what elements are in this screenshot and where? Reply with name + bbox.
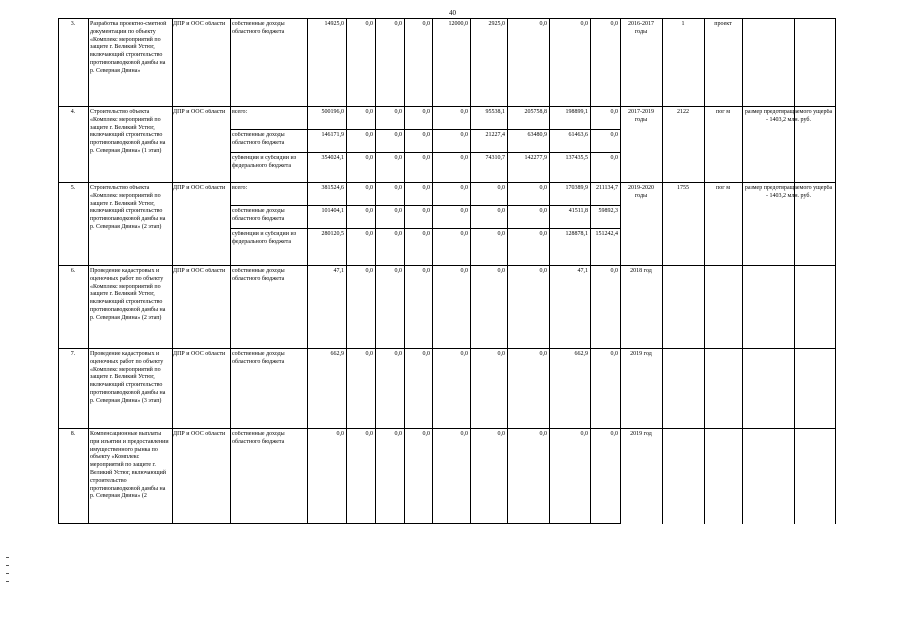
amount-cell: 0,0 [422,231,430,237]
funding-source: собственные доходы областного бюджета [232,431,285,445]
amount-cell: 21227,4 [485,132,505,138]
amount-cell: 0,0 [460,231,468,237]
amount-cell: 0,0 [539,351,547,357]
amount-cell: 0,0 [365,109,373,115]
amount-cell: 0,0 [497,268,505,274]
amount-cell: 0,0 [422,185,430,191]
unit [706,268,740,278]
amount-cell: 0,0 [422,431,430,437]
unit: пог м [716,109,730,115]
executor: ДПР и ООС области [173,21,226,27]
amount-cell: 0,0 [610,21,618,27]
measure-name: Строительство объекта «Комплекс мероприятий по защите г. Великий Устюг, включающий строительство противопаводковой дамбы на р. Северная Двина» (1 этап) [90,109,166,154]
amount-cell: 0,0 [394,231,402,237]
amount-cell: 0,0 [422,208,430,214]
unit: пог м [716,185,730,191]
amount-cell: 0,0 [422,132,430,138]
amount-cell: 0,0 [460,109,468,115]
amount-cell: 0,0 [365,351,373,357]
amount-cell: 354024,1 [321,155,344,161]
amount-cell: 0,0 [539,231,547,237]
amount-cell: 0,0 [422,21,430,27]
amount-cell: 74310,7 [485,155,505,161]
table-bottom-line [58,523,621,524]
quantity [664,351,702,361]
amount-cell: 0,0 [336,431,344,437]
measure-name: Разработка проектно-сметной документации по объекту «Комплекс мероприятий по защите г. Великий Устюг, включающий строительство противопаводковой дамбы на р. Северная Двина» [90,21,167,74]
amount-cell: 0,0 [580,431,588,437]
amount-cell: 95538,1 [485,109,505,115]
funding-source: собственные доходы областного бюджета [232,351,285,365]
period: 2019 год [630,351,652,357]
table-row-line [58,106,836,107]
table-column-line [58,18,59,524]
amount-cell: 0,0 [460,351,468,357]
period: 2019-2020 годы [628,185,654,199]
amount-cell: 0,0 [422,351,430,357]
note: размер предотвращаемого ущерба - 1403,2 млн. руб. [744,185,833,199]
amount-cell: 0,0 [497,231,505,237]
measure-name: Проведение кадастровых и оценочных работ по объекту «Комплекс мероприятий по защите г. Великий Устюг, включающий строительство противопаводковой дамбы на р. Северная Двина» (2 этап) [90,268,166,321]
amount-cell: 0,0 [394,132,402,138]
funding-source: всего: [232,109,248,115]
note [744,351,833,426]
sub-row-line [230,129,621,130]
amount-cell: 0,0 [365,231,373,237]
amount-cell: 0,0 [539,431,547,437]
row-number: 4. [70,109,76,115]
row-number: 3. [70,21,76,27]
amount-cell: 0,0 [610,431,618,437]
amount-cell: 61463,6 [568,132,588,138]
funding-source: собственные доходы областного бюджета [232,21,285,35]
measure-name: Проведение кадастровых и оценочных работ по объекту «Комплекс мероприятий по защите г. Великий Устюг, включающий строительство противопаводковой дамбы на р. Северная Двина» (3 этап) [90,351,166,404]
amount-cell: 14925,0 [324,21,344,27]
amount-cell: 0,0 [365,185,373,191]
funding-source: собственные доходы областного бюджета [232,132,285,146]
amount-cell: 146171,9 [321,132,344,138]
quantity: 1 [681,21,685,27]
amount-cell: 0,0 [422,155,430,161]
period: 2018 год [630,268,652,274]
amount-cell: 0,0 [460,132,468,138]
amount-cell: 0,0 [610,351,618,357]
amount-cell: 205758,8 [524,109,547,115]
amount-cell: 211134,7 [595,185,618,191]
amount-cell: 0,0 [497,208,505,214]
table-column-line [835,18,836,524]
amount-cell: 662,9 [574,351,588,357]
amount-cell: 151242,4 [595,231,618,237]
amount-cell: 59892,3 [598,208,618,214]
funding-source: собственные доходы областного бюджета [232,268,285,282]
quantity: 1755 [677,185,689,191]
amount-cell: 0,0 [422,109,430,115]
funding-source: субвенции и субсидии из федерального бюджета [232,231,297,245]
table-row-line [58,348,836,349]
period: 2017-2019 годы [628,109,654,123]
amount-cell: 0,0 [365,208,373,214]
executor: ДПР и ООС области [173,268,226,274]
amount-cell: 41511,8 [568,208,588,214]
amount-cell: 63480,9 [527,132,547,138]
table-row-line [58,18,836,19]
note: размер предотвращаемого ущерба - 1403,2 млн. руб. [744,109,833,123]
amount-cell: 47,1 [333,268,344,274]
amount-cell: 0,0 [610,155,618,161]
amount-cell: 0,0 [394,208,402,214]
executor: ДПР и ООС области [173,185,226,191]
amount-cell: 128878,1 [565,231,588,237]
amount-cell: 0,0 [365,132,373,138]
amount-cell: 2925,0 [488,21,505,27]
row-number: 8. [70,431,76,437]
amount-cell: 0,0 [394,185,402,191]
sub-row-line [230,228,621,229]
sub-row-line [230,152,621,153]
table-row-line [58,265,836,266]
table-column-line [620,18,621,524]
amount-cell: 0,0 [394,109,402,115]
row-number: 7. [70,351,76,357]
table-column-line [230,18,231,524]
amount-cell: 0,0 [460,208,468,214]
amount-cell: 280120,5 [321,231,344,237]
page-number: 40 [449,9,456,17]
amount-cell: 142277,9 [524,155,547,161]
funding-source: собственные доходы областного бюджета [232,208,285,222]
quantity [664,268,702,278]
row-number: 5. [70,185,76,191]
executor: ДПР и ООС области [173,431,226,437]
scan-edge-mark [6,573,9,574]
amount-cell: 0,0 [497,431,505,437]
measure-name: Компенсационные выплаты при изъятии и предоставлении имущественного рынка по объекту «Комплекс мероприятий по защите г. Великий Устюг, включающий строительство противопаводковой дамбы на р. Северная Двина» (2 [90,431,169,500]
amount-cell: 12000,0 [448,21,468,27]
amount-cell: 101404,1 [321,208,344,214]
table-column-line [88,18,89,524]
amount-cell: 0,0 [394,268,402,274]
amount-cell: 0,0 [422,268,430,274]
amount-cell: 0,0 [365,268,373,274]
amount-cell: 0,0 [365,155,373,161]
unit [706,351,740,361]
amount-cell: 662,9 [330,351,344,357]
note [744,431,833,521]
scan-edge-mark [6,581,9,582]
unit [706,431,740,441]
amount-cell: 0,0 [580,21,588,27]
amount-cell: 0,0 [460,155,468,161]
quantity: 2122 [677,109,689,115]
table-column-line [704,18,705,524]
amount-cell: 0,0 [394,21,402,27]
amount-cell: 0,0 [539,21,547,27]
amount-cell: 0,0 [539,208,547,214]
table-column-line [742,18,743,524]
amount-cell: 0,0 [539,268,547,274]
amount-cell: 47,1 [577,268,588,274]
amount-cell: 0,0 [460,431,468,437]
sub-row-line [230,205,621,206]
executor: ДПР и ООС области [173,351,226,357]
amount-cell: 0,0 [394,431,402,437]
amount-cell: 0,0 [365,431,373,437]
scan-edge-mark [6,565,9,566]
quantity [664,431,702,441]
amount-cell: 0,0 [497,185,505,191]
amount-cell: 0,0 [539,185,547,191]
table-row-line [58,182,836,183]
note [744,268,833,346]
unit: проект [714,21,732,27]
table-column-line [662,18,663,524]
amount-cell: 0,0 [394,155,402,161]
measure-name: Строительство объекта «Комплекс мероприятий по защите г. Великий Устюг, включающий строительство противопаводковой дамбы на р. Северная Двина» (2 этап) [90,185,166,230]
amount-cell: 381524,6 [321,185,344,191]
amount-cell: 500196,0 [321,109,344,115]
executor: ДПР и ООС области [173,109,226,115]
amount-cell: 198899,1 [565,109,588,115]
amount-cell: 0,0 [610,109,618,115]
period: 2016-2017 годы [628,21,654,35]
amount-cell: 0,0 [610,132,618,138]
amount-cell: 0,0 [497,351,505,357]
amount-cell: 0,0 [610,268,618,274]
amount-cell: 137435,5 [565,155,588,161]
amount-cell: 0,0 [394,351,402,357]
table-row-line [58,428,836,429]
funding-source: субвенции и субсидии из федерального бюджета [232,155,297,169]
funding-source: всего: [232,185,248,191]
amount-cell: 0,0 [460,268,468,274]
scan-edge-mark [6,557,9,558]
amount-cell: 170389,9 [565,185,588,191]
amount-cell: 0,0 [460,185,468,191]
note [744,21,833,104]
period: 2019 год [630,431,652,437]
row-number: 6. [70,268,76,274]
amount-cell: 0,0 [365,21,373,27]
